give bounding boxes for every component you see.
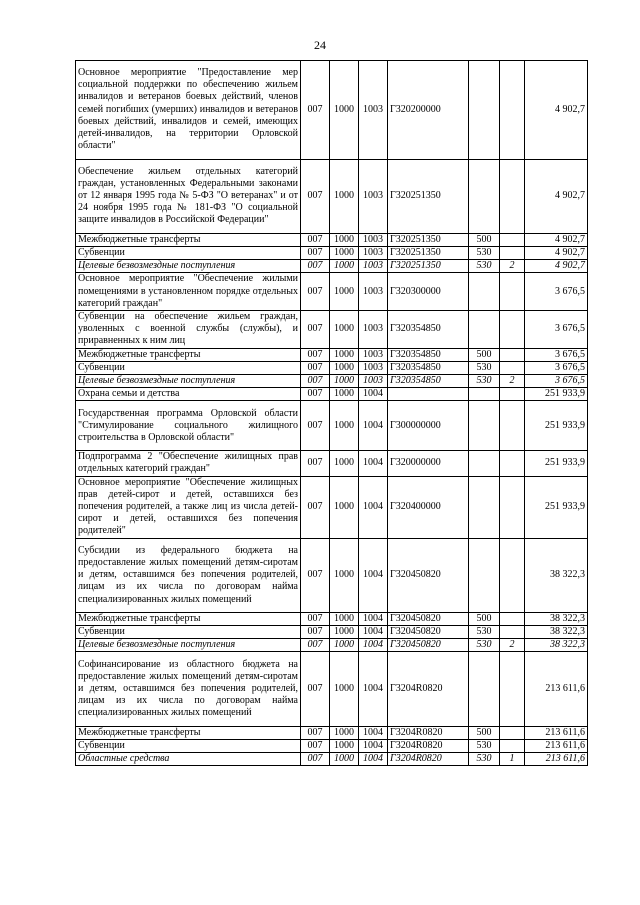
- row-source-code: [500, 451, 525, 476]
- row-expense-type-code: 530: [469, 739, 500, 752]
- row-amount: 3 676,5: [525, 273, 588, 311]
- row-expense-type-code: 530: [469, 375, 500, 388]
- row-section-code: 1000: [330, 652, 359, 726]
- row-name: Государственная программа Орловской области "Стимулирование социального жилищного строительства в Орловской области": [76, 401, 301, 451]
- row-subsection-code: 1003: [359, 348, 388, 361]
- table-row: [76, 273, 588, 311]
- row-grbs-code: 007: [301, 311, 330, 349]
- row-amount: 251 933,9: [525, 388, 588, 401]
- row-amount: 4 902,7: [525, 159, 588, 233]
- row-amount: 38 322,3: [525, 639, 588, 652]
- row-name: Субвенции: [76, 739, 301, 752]
- row-grbs-code: 007: [301, 246, 330, 259]
- row-name: Межбюджетные трансферты: [76, 233, 301, 246]
- row-grbs-code: 007: [301, 639, 330, 652]
- row-source-code: [500, 626, 525, 639]
- row-grbs-code: 007: [301, 739, 330, 752]
- row-amount: 213 611,6: [525, 739, 588, 752]
- row-grbs-code: 007: [301, 388, 330, 401]
- row-target-item-code: Г320300000: [388, 273, 469, 311]
- row-section-code: 1000: [330, 311, 359, 349]
- row-target-item-code: Г320354850: [388, 361, 469, 374]
- row-section-code: 1000: [330, 476, 359, 538]
- row-amount: 38 322,3: [525, 626, 588, 639]
- row-source-code: 1: [500, 753, 525, 766]
- row-section-code: 1000: [330, 538, 359, 612]
- row-target-item-code: Г320251350: [388, 260, 469, 273]
- table-row: [76, 451, 588, 476]
- row-subsection-code: 1004: [359, 726, 388, 739]
- row-expense-type-code: [469, 538, 500, 612]
- row-expense-type-code: 530: [469, 639, 500, 652]
- table-row: [76, 401, 588, 451]
- row-grbs-code: 007: [301, 273, 330, 311]
- page-number: 24: [314, 38, 326, 52]
- row-expense-type-code: 530: [469, 246, 500, 259]
- row-subsection-code: 1004: [359, 388, 388, 401]
- row-expense-type-code: [469, 476, 500, 538]
- table-row: [76, 233, 588, 246]
- row-grbs-code: 007: [301, 233, 330, 246]
- row-subsection-code: 1003: [359, 273, 388, 311]
- row-amount: 38 322,3: [525, 538, 588, 612]
- row-expense-type-code: 530: [469, 753, 500, 766]
- row-section-code: 1000: [330, 273, 359, 311]
- row-section-code: 1000: [330, 361, 359, 374]
- row-grbs-code: 007: [301, 451, 330, 476]
- budget-table-body: [76, 61, 588, 766]
- row-source-code: [500, 612, 525, 625]
- row-expense-type-code: [469, 451, 500, 476]
- row-section-code: 1000: [330, 348, 359, 361]
- row-amount: 3 676,5: [525, 361, 588, 374]
- row-expense-type-code: [469, 652, 500, 726]
- row-grbs-code: 007: [301, 348, 330, 361]
- row-source-code: [500, 246, 525, 259]
- row-section-code: 1000: [330, 233, 359, 246]
- row-amount: 4 902,7: [525, 61, 588, 160]
- row-target-item-code: Г320000000: [388, 451, 469, 476]
- table-row: [76, 652, 588, 726]
- row-source-code: [500, 538, 525, 612]
- row-target-item-code: Г320450820: [388, 538, 469, 612]
- row-target-item-code: Г320450820: [388, 612, 469, 625]
- row-section-code: 1000: [330, 612, 359, 625]
- row-subsection-code: 1004: [359, 753, 388, 766]
- row-subsection-code: 1003: [359, 61, 388, 160]
- row-grbs-code: 007: [301, 726, 330, 739]
- row-section-code: 1000: [330, 626, 359, 639]
- row-source-code: [500, 652, 525, 726]
- row-grbs-code: 007: [301, 401, 330, 451]
- row-grbs-code: 007: [301, 361, 330, 374]
- row-source-code: [500, 311, 525, 349]
- row-target-item-code: Г3204R0820: [388, 726, 469, 739]
- table-row: [76, 538, 588, 612]
- row-source-code: [500, 401, 525, 451]
- row-subsection-code: 1003: [359, 159, 388, 233]
- row-target-item-code: Г3204R0820: [388, 652, 469, 726]
- row-expense-type-code: [469, 273, 500, 311]
- row-name: Субсидии из федерального бюджета на предоставление жилых помещений детям-сиротам и детям, оставшимся без попечения родителей, лицам из их числа по договорам найма специализированных жилых помещений: [76, 538, 301, 612]
- row-source-code: [500, 739, 525, 752]
- row-expense-type-code: [469, 388, 500, 401]
- row-section-code: 1000: [330, 451, 359, 476]
- row-subsection-code: 1003: [359, 311, 388, 349]
- row-expense-type-code: 500: [469, 233, 500, 246]
- row-name: Основное мероприятие "Обеспечение жилыми помещениями в установленном порядке отдельных категорий граждан": [76, 273, 301, 311]
- table-row: [76, 753, 588, 766]
- row-grbs-code: 007: [301, 476, 330, 538]
- row-expense-type-code: 530: [469, 361, 500, 374]
- row-source-code: [500, 233, 525, 246]
- table-row: [76, 246, 588, 259]
- row-grbs-code: 007: [301, 260, 330, 273]
- row-subsection-code: 1004: [359, 401, 388, 451]
- row-source-code: [500, 348, 525, 361]
- row-amount: 3 676,5: [525, 348, 588, 361]
- row-amount: 251 933,9: [525, 476, 588, 538]
- row-amount: 4 902,7: [525, 246, 588, 259]
- row-target-item-code: Г320251350: [388, 246, 469, 259]
- row-amount: 3 676,5: [525, 311, 588, 349]
- row-grbs-code: 007: [301, 652, 330, 726]
- row-subsection-code: 1004: [359, 652, 388, 726]
- row-amount: 251 933,9: [525, 401, 588, 451]
- row-section-code: 1000: [330, 246, 359, 259]
- row-source-code: [500, 726, 525, 739]
- row-target-item-code: Г320450820: [388, 626, 469, 639]
- row-expense-type-code: 500: [469, 612, 500, 625]
- row-target-item-code: [388, 388, 469, 401]
- row-name: Подпрограмма 2 "Обеспечение жилищных прав отдельных категорий граждан": [76, 451, 301, 476]
- row-source-code: [500, 361, 525, 374]
- row-subsection-code: 1004: [359, 538, 388, 612]
- row-target-item-code: Г320354850: [388, 348, 469, 361]
- row-subsection-code: 1003: [359, 361, 388, 374]
- row-grbs-code: 007: [301, 375, 330, 388]
- row-section-code: 1000: [330, 739, 359, 752]
- row-section-code: 1000: [330, 159, 359, 233]
- row-amount: 213 611,6: [525, 753, 588, 766]
- row-name: Субвенции на обеспечение жильем граждан, уволенных с военной службы (службы), и приравненных к ним лиц: [76, 311, 301, 349]
- row-subsection-code: 1004: [359, 612, 388, 625]
- row-subsection-code: 1004: [359, 739, 388, 752]
- row-source-code: 2: [500, 260, 525, 273]
- table-row: [76, 388, 588, 401]
- row-expense-type-code: [469, 61, 500, 160]
- row-target-item-code: Г320200000: [388, 61, 469, 160]
- row-amount: 213 611,6: [525, 652, 588, 726]
- table-row: [76, 739, 588, 752]
- table-row: [76, 311, 588, 349]
- row-expense-type-code: [469, 159, 500, 233]
- row-section-code: 1000: [330, 61, 359, 160]
- row-source-code: [500, 273, 525, 311]
- row-grbs-code: 007: [301, 753, 330, 766]
- row-target-item-code: Г320400000: [388, 476, 469, 538]
- row-grbs-code: 007: [301, 626, 330, 639]
- row-subsection-code: 1003: [359, 260, 388, 273]
- row-target-item-code: Г320354850: [388, 375, 469, 388]
- row-subsection-code: 1004: [359, 476, 388, 538]
- row-amount: 38 322,3: [525, 612, 588, 625]
- row-name: Софинансирование из областного бюджета на предоставление жилых помещений детям-сиротам и детям, оставшимся без попечения родителей, лицам из их числа по договорам найма специализированных жилых помещений: [76, 652, 301, 726]
- row-source-code: [500, 61, 525, 160]
- row-subsection-code: 1004: [359, 626, 388, 639]
- table-row: [76, 612, 588, 625]
- row-name: Целевые безвозмездные поступления: [76, 375, 301, 388]
- row-name: Межбюджетные трансферты: [76, 348, 301, 361]
- row-name: Основное мероприятие "Обеспечение жилищных прав детей-сирот и детей, оставшихся без попечения родителей, а также лиц из числа детей-сирот и детей, оставшихся без попечения родителей": [76, 476, 301, 538]
- row-expense-type-code: 530: [469, 626, 500, 639]
- row-grbs-code: 007: [301, 612, 330, 625]
- table-row: [76, 361, 588, 374]
- row-subsection-code: 1003: [359, 246, 388, 259]
- table-row: [76, 61, 588, 160]
- row-name: Субвенции: [76, 626, 301, 639]
- row-name: Межбюджетные трансферты: [76, 726, 301, 739]
- row-amount: 4 902,7: [525, 233, 588, 246]
- row-source-code: [500, 476, 525, 538]
- budget-table: [75, 60, 588, 766]
- row-name: Целевые безвозмездные поступления: [76, 639, 301, 652]
- row-target-item-code: Г3204R0820: [388, 739, 469, 752]
- row-section-code: 1000: [330, 375, 359, 388]
- row-expense-type-code: 500: [469, 726, 500, 739]
- row-section-code: 1000: [330, 401, 359, 451]
- row-section-code: 1000: [330, 260, 359, 273]
- row-amount: 251 933,9: [525, 451, 588, 476]
- row-section-code: 1000: [330, 639, 359, 652]
- row-name: Охрана семьи и детства: [76, 388, 301, 401]
- row-section-code: 1000: [330, 753, 359, 766]
- row-grbs-code: 007: [301, 159, 330, 233]
- row-name: Обеспечение жильем отдельных категорий граждан, установленных Федеральными законами от 12 января 1995 года № 5-ФЗ "О ветеранах" и от 24 ноября 1995 года № 181-ФЗ "О социальной защите инвалидов в Российской Федерации": [76, 159, 301, 233]
- table-row: [76, 626, 588, 639]
- table-row: [76, 375, 588, 388]
- table-row: [76, 639, 588, 652]
- row-name: Областные средства: [76, 753, 301, 766]
- row-expense-type-code: 530: [469, 260, 500, 273]
- row-section-code: 1000: [330, 726, 359, 739]
- table-row: [76, 726, 588, 739]
- row-target-item-code: Г3204R0820: [388, 753, 469, 766]
- row-source-code: 2: [500, 639, 525, 652]
- row-section-code: 1000: [330, 388, 359, 401]
- row-grbs-code: 007: [301, 538, 330, 612]
- row-source-code: 2: [500, 375, 525, 388]
- row-target-item-code: Г320450820: [388, 639, 469, 652]
- row-target-item-code: Г320251350: [388, 159, 469, 233]
- row-expense-type-code: [469, 401, 500, 451]
- table-row: [76, 348, 588, 361]
- row-target-item-code: Г300000000: [388, 401, 469, 451]
- row-subsection-code: 1004: [359, 451, 388, 476]
- row-subsection-code: 1003: [359, 375, 388, 388]
- row-subsection-code: 1003: [359, 233, 388, 246]
- row-name: Основное мероприятие "Предоставление мер социальной поддержки по обеспечению жильем инвалидов и ветеранов боевых действий, членов семей погибших (умерших) инвалидов и ветеранов боевых действий, инвалидов и семей, имеющих детей-инвалидов, на территории Орловской области": [76, 61, 301, 160]
- table-row: [76, 159, 588, 233]
- row-name: Межбюджетные трансферты: [76, 612, 301, 625]
- row-name: Субвенции: [76, 361, 301, 374]
- row-target-item-code: Г320251350: [388, 233, 469, 246]
- table-row: [76, 260, 588, 273]
- row-subsection-code: 1004: [359, 639, 388, 652]
- row-name: Субвенции: [76, 246, 301, 259]
- row-amount: 213 611,6: [525, 726, 588, 739]
- row-amount: 3 676,5: [525, 375, 588, 388]
- row-target-item-code: Г320354850: [388, 311, 469, 349]
- row-source-code: [500, 388, 525, 401]
- row-amount: 4 902,7: [525, 260, 588, 273]
- row-grbs-code: 007: [301, 61, 330, 160]
- row-name: Целевые безвозмездные поступления: [76, 260, 301, 273]
- row-expense-type-code: [469, 311, 500, 349]
- row-source-code: [500, 159, 525, 233]
- row-expense-type-code: 500: [469, 348, 500, 361]
- table-row: [76, 476, 588, 538]
